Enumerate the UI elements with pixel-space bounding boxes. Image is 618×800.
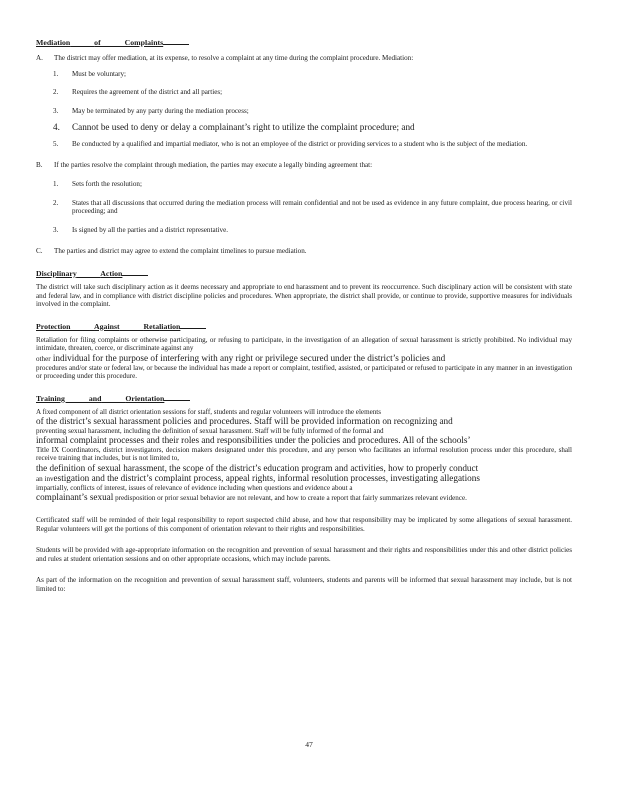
numbered-item: [53, 180, 572, 189]
text-run: an inv: [36, 475, 54, 484]
item-text: Must be voluntary;: [72, 69, 126, 78]
text-line: Retaliation for filing complaints or otherwise participating, or refusing to participate, in the investigation of an allegation of sexual harassment is strictly prohibited. No individual may intimidate, threaten, coerce, or discriminate against any: [36, 335, 572, 353]
heading-underline: [163, 44, 189, 45]
paragraph: Students will be provided with age-appropriate information on the recognition and prevention of sexual harassment and their rights and responsibilities under this and other district policies and rules at student orientation sessions and on other appropriate occasions, which may include parents.: [36, 546, 572, 563]
item-number: 1.: [53, 179, 59, 188]
text-line: impartially, conflicts of interest, issues of relevance of evidence including when questions and evidence about a: [36, 483, 353, 492]
heading-underline: [180, 328, 206, 329]
list-item: [36, 54, 572, 63]
paragraph: The district may offer mediation, at its expense, to resolve a complaint at any time during the complaint procedure. Mediation:: [54, 54, 414, 62]
heading-text: Orientation: [125, 393, 165, 403]
item-number: 4.: [53, 122, 60, 133]
heading-text: Protection: [36, 321, 71, 331]
list-marker: B.: [36, 161, 43, 170]
paragraph: Certificated staff will be reminded of their legal responsibility to report suspected child abuse, and how that responsibility may be implicated by some allegations of sexual harassment. Regular volunteers will get the portions of this component of orientation relevant to their rights and responsibilities.: [36, 516, 572, 533]
paragraph: As part of the information on the recognition and prevention of sexual harassment staff, volunteers, students and parents will be informed that sexual harassment may include, but is not limited to:: [36, 576, 572, 594]
heading-text: of Complaints: [94, 38, 164, 47]
item-text: States that all discussions that occurred during the mediation process will remain confidential and not be used as evidence in any future complaint, due process hearing, or civil proceeding; and: [72, 198, 572, 216]
heading-text: Training and: [36, 393, 102, 403]
heading-text: Action: [100, 268, 123, 278]
text-run: complainant’s sexual: [36, 492, 114, 503]
list-item: [36, 161, 572, 170]
heading-text: Mediation: [36, 38, 71, 47]
heading-text: Disciplinary: [36, 268, 77, 278]
text-line: [36, 353, 572, 364]
numbered-item: [53, 107, 572, 116]
heading-underline: [122, 275, 148, 276]
item-number: 2.: [53, 198, 59, 207]
text-run: estigation and the district’s complaint process, appeal rights, informal resolution processes, investigating allegations: [53, 473, 480, 484]
item-number: 2.: [53, 88, 59, 97]
list-marker: C.: [36, 247, 43, 256]
heading-text: Retaliation: [143, 321, 181, 331]
text-run: other: [36, 354, 51, 363]
numbered-item: [53, 122, 572, 132]
text-line: procedures and/or state or federal law, or because the individual has made a report or complaint, testified, assisted, or participated or refused to participate in any manner in an investigation or proceeding under this procedure.: [36, 363, 572, 381]
list-item: [36, 247, 572, 256]
item-number: 3.: [53, 106, 59, 115]
text-run: predisposition or prior sexual behavior are not relevant, and how to create a report that fairly summarizes relevant evidence.: [115, 494, 467, 503]
item-text: Cannot be used to deny or delay a complainant’s right to utilize the complaint procedure; and: [72, 122, 415, 133]
text-line: [36, 492, 572, 503]
section-heading-mediation: [36, 38, 572, 47]
section-heading-protection: [36, 322, 572, 331]
heading-underline: [164, 400, 190, 401]
section-heading-disciplinary: [36, 269, 572, 278]
text-line: informal complaint processes and their roles and responsibilities under the policies and procedures. All of the schools’: [36, 435, 471, 446]
text-line: [36, 473, 572, 484]
item-text: Requires the agreement of the district and all parties;: [72, 88, 223, 97]
item-text: Be conducted by a qualified and impartial mediator, who is not an employee of the district or providing services to a student who is the subject of the mediation.: [72, 139, 528, 148]
section-heading-training: [36, 394, 572, 403]
item-number: 5.: [53, 139, 59, 148]
numbered-item: [53, 226, 572, 235]
paragraph: If the parties resolve the complaint through mediation, the parties may execute a legally binding agreement that:: [54, 161, 373, 170]
paragraph: The parties and district may agree to extend the complaint timelines to pursue mediation.: [54, 247, 307, 256]
item-text: Sets forth the resolution;: [72, 179, 142, 188]
paragraph: The district will take such disciplinary action as it deems necessary and appropriate to end harassment and to prevent its reoccurrence. Such disciplinary action will be consistent with state and federal law, and in compliance with district discipline policies and procedures. When appropriate, the district shall provide, or continue to provide, supportive measures for individuals involved in the complaint.: [36, 282, 572, 309]
paragraph: [36, 336, 572, 381]
text-line: preventing sexual harassment, including the definition of sexual harassment. Staff will be fully informed of the formal and: [36, 426, 384, 435]
numbered-item: [53, 88, 572, 97]
paragraph: [36, 408, 572, 503]
numbered-item: [53, 140, 572, 149]
numbered-item: [53, 70, 572, 79]
text-line: the definition of sexual harassment, the scope of the district’s education program and activities, how to properly conduct: [36, 462, 479, 473]
item-number: 3.: [53, 225, 59, 234]
list-marker: A.: [36, 54, 43, 62]
text-run: individual for the purpose of interfering with any right or privilege secured under the district’s policies and: [52, 352, 446, 363]
item-text: Is signed by all the parties and a district representative.: [72, 225, 229, 234]
text-line: of the district’s sexual harassment policies and procedures. Staff will be provided information on recognizing and: [36, 416, 453, 427]
numbered-item: [53, 199, 572, 216]
heading-text: Against: [94, 321, 120, 331]
page-number: 47: [305, 740, 313, 749]
text-line: A fixed component of all district orientation sessions for staff, students and regular volunteers will introduce the elements: [36, 407, 382, 416]
text-line: Title IX Coordinators, district investigators, decision makers designated under this procedure, and any person who facilitates an informal resolution process under this procedure, shall receive training that includes, but is not limited to,: [36, 445, 572, 463]
item-number: 1.: [53, 69, 59, 78]
item-text: May be terminated by any party during the mediation process;: [72, 106, 249, 115]
